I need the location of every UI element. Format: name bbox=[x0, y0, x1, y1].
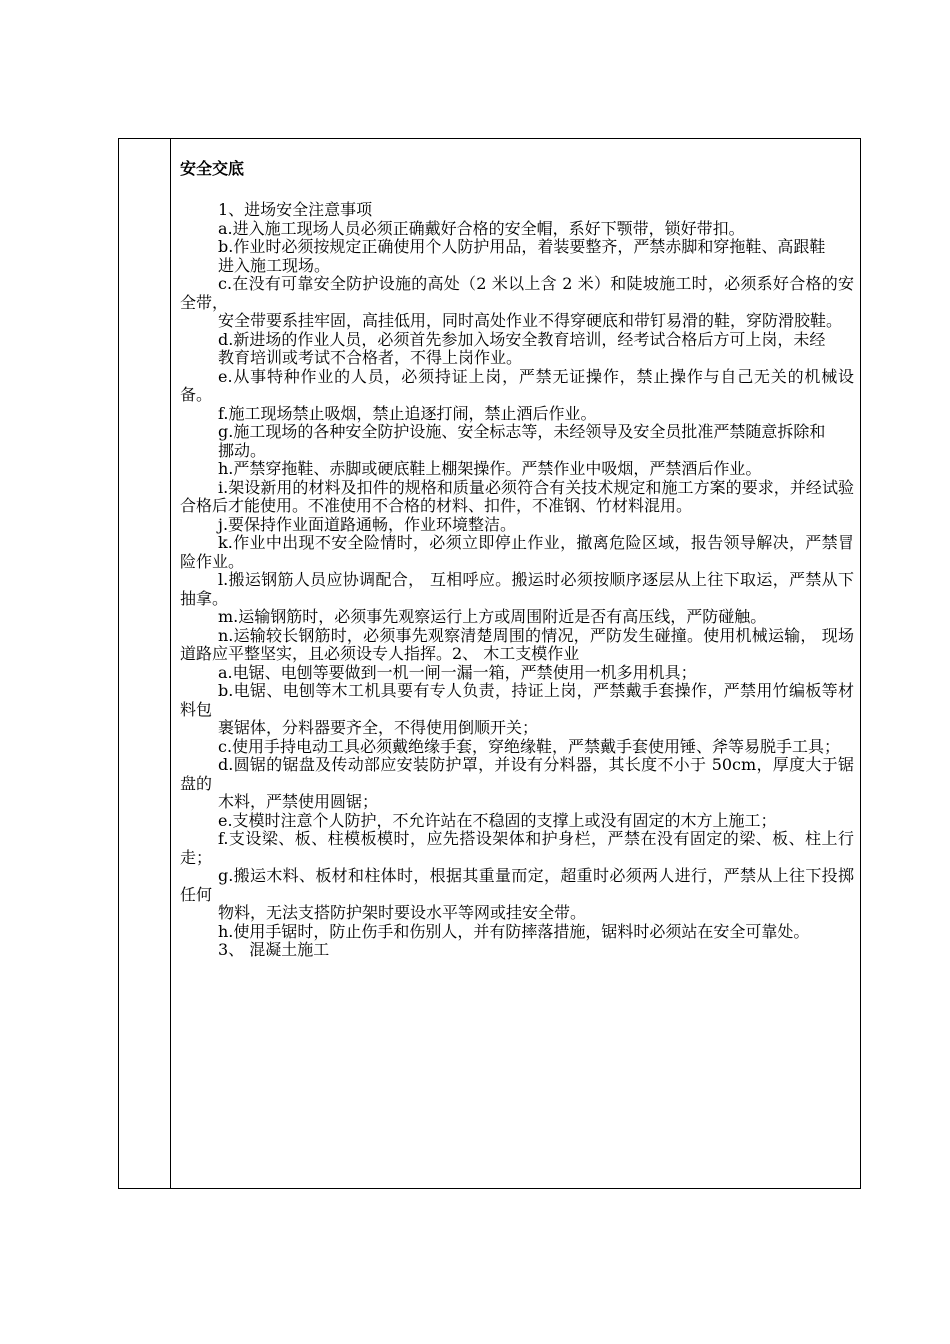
paragraph: f.支设梁、板、柱模板模时，应先搭设架体和护身栏，严禁在没有固定的梁、板、柱上行走； bbox=[180, 829, 854, 867]
paragraph: c.在没有可靠安全防护设施的高处（2 米以上含 2 米）和陡坡施工时，必须系好合格的安全带， bbox=[180, 274, 854, 312]
paragraph: 1、进场安全注意事项 bbox=[218, 200, 373, 219]
paragraph: h.严禁穿拖鞋、赤脚或硬底鞋上棚架操作。严禁作业中吸烟，严禁酒后作业。 bbox=[218, 459, 762, 478]
paragraph: a.进入施工现场人员必须正确戴好合格的安全帽，系好下颚带，锁好带扣。 bbox=[218, 218, 745, 238]
paragraph-continuation: 裹锯体，分料器要齐全，不得使用倒顺开关； bbox=[218, 718, 539, 737]
paragraph-continuation: 挪动。 bbox=[218, 440, 267, 460]
paragraph: h.使用手锯时，防止伤手和伤别人，并有防摔落措施，锯料时必须站在安全可靠处。 bbox=[218, 921, 810, 941]
paragraph: m.运输钢筋时，必须事先观察运行上方或周围附近是否有高压线，严防碰触。 bbox=[218, 607, 767, 626]
section-heading: 安全交底 bbox=[180, 159, 245, 178]
paragraph: i.架设新用的材料及扣件的规格和质量必须符合有关技术规定和施工方案的要求，并经试验合格后才能使用。不准使用不合格的材料、扣件，不准钢、竹材料混用。 bbox=[180, 477, 854, 515]
paragraph: g.搬运木料、板材和柱体时，根据其重量而定，超重时必须两人进行，严禁从上往下投掷任何 bbox=[180, 866, 854, 904]
paragraph-continuation: 物料，无法支搭防护架时要设水平等网或挂安全带。 bbox=[218, 903, 587, 922]
paragraph: g.施工现场的各种安全防护设施、安全标志等，未经领导及安全员批准严禁随意拆除和 bbox=[218, 422, 826, 441]
paragraph-continuation: 进入施工现场。 bbox=[218, 255, 331, 275]
paragraph: b.电锯、电刨等木工机具要有专人负责，持证上岗，严禁戴手套操作，严禁用竹编板等材料包 bbox=[180, 681, 854, 719]
paragraph: n.运输较长钢筋时，必须事先观察清楚周围的情况，严防发生碰撞。使用机械运输， 现场道路应平整坚实，且必须设专人指挥。2、 木工支模作业 bbox=[180, 625, 854, 663]
paragraph: b.作业时必须按规定正确使用个人防护用品，着装要整齐，严禁赤脚和穿拖鞋、高跟鞋 bbox=[218, 237, 826, 256]
paragraph: l.搬运钢筋人员应协调配合， 互相呼应。搬运时必须按顺序逐层从上往下取运，严禁从下抽拿。 bbox=[180, 570, 854, 608]
paragraph: 安全带要系挂牢固，高挂低用，同时高处作业不得穿硬底和带钉易滑的鞋，穿防滑胶鞋。 bbox=[218, 311, 843, 330]
paragraph: c.使用手持电动工具必须戴绝缘手套，穿绝缘鞋，严禁戴手套使用锤、斧等易脱手工具； bbox=[218, 736, 841, 756]
paragraph: a.电锯、电刨等要做到一机一闸一漏一箱，严禁使用一机多用机具； bbox=[218, 662, 697, 682]
paragraph-continuation: 木料，严禁使用圆锯； bbox=[218, 792, 379, 811]
paragraph: d.新进场的作业人员，必须首先参加入场安全教育培训，经考试合格后方可上岗，未经 bbox=[218, 329, 826, 349]
content-cell bbox=[180, 157, 854, 960]
paragraph: e.支模时注意个人防护，不允许站在不稳固的支撑上或没有固定的木方上施工； bbox=[218, 810, 777, 830]
paragraph: d.圆锯的锯盘及传动部应安装防护罩，并设有分料器，其长度不小于 50cm，厚度大于锯盘的 bbox=[180, 755, 854, 793]
paragraph: e.从事特种作业的人员，必须持证上岗，严禁无证操作，禁止操作与自己无关的机械设备。 bbox=[180, 366, 854, 404]
paragraph: 3、 混凝土施工 bbox=[218, 940, 330, 959]
paragraph-continuation: 教育培训或考试不合格者，不得上岗作业。 bbox=[218, 348, 523, 367]
left-column-cell bbox=[119, 139, 171, 1188]
paragraph: f.施工现场禁止吸烟，禁止追逐打闹，禁止酒后作业。 bbox=[218, 403, 597, 423]
paragraph: k.作业中出现不安全险情时，必须立即停止作业，撤离危险区域，报告领导解决，严禁冒险作业。 bbox=[180, 533, 854, 571]
paragraph: j.要保持作业面道路通畅，作业环境整洁。 bbox=[218, 514, 517, 534]
document-table bbox=[118, 138, 861, 1189]
